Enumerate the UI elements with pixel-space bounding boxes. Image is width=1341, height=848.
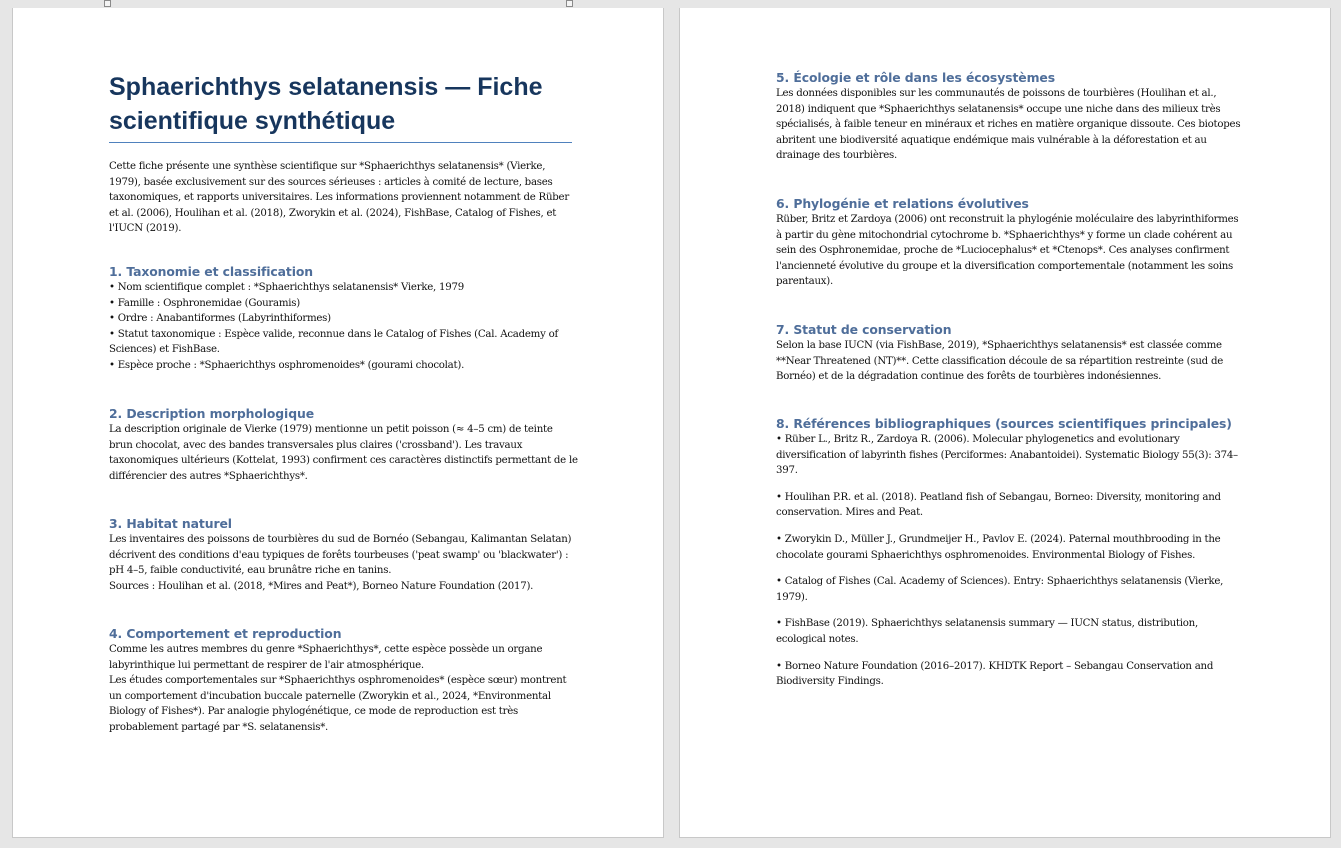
section-paragraph: Les inventaires des poissons de tourbières du sud de Bornéo (Sebangau, Kalimantan Selatan) décrivent des conditions d'eau typiques de forêts tourbeuses ('peat swamp' ou 'blackwater') : pH 4–5, faible conductivité, eau brunâtre riche en tanins.	[109, 534, 572, 577]
section-morphology	[109, 406, 579, 484]
list-item: • Famille : Osphronemidae (Gouramis)	[109, 297, 300, 309]
document-title: Sphaerichthys selatanensis — Fiche scientifique synthétique	[109, 70, 572, 143]
section-taxonomy	[109, 264, 579, 374]
ruler-margin-marker[interactable]	[104, 0, 111, 7]
section-habitat	[109, 516, 579, 594]
section-ecology	[776, 70, 1246, 164]
section-paragraph: Sources : Houlihan et al. (2018, *Mires and Peat*), Borneo Nature Foundation (2017).	[109, 580, 534, 592]
document-page-1[interactable]	[12, 8, 664, 838]
section-heading: 8. Références bibliographiques (sources scientifiques principales)	[776, 416, 1232, 431]
title-block	[109, 70, 579, 237]
document-page-2[interactable]	[679, 8, 1331, 838]
section-heading: 1. Taxonomie et classification	[109, 264, 314, 279]
section-heading: 4. Comportement et reproduction	[109, 626, 342, 641]
section-conservation	[776, 322, 1246, 385]
section-heading: 6. Phylogénie et relations évolutives	[776, 196, 1029, 211]
reference-item: • Rüber L., Britz R., Zardoya R. (2006). Molecular phylogenetics and evolutionary diversification of labyrinth fishes (Perciformes: Anabantoidei). Systematic Biology 55(3): 374–397.	[776, 434, 1238, 477]
reference-item: • Houlihan P.R. et al. (2018). Peatland fish of Sebangau, Borneo: Diversity, monitoring and conservation. Mires and Peat.	[776, 491, 1221, 519]
reference-item: • Catalog of Fishes (Cal. Academy of Sciences). Entry: Sphaerichthys selatanensis (Vierke, 1979).	[776, 576, 1224, 603]
section-heading: 5. Écologie et rôle dans les écosystèmes	[776, 70, 1055, 85]
section-paragraph: Les données disponibles sur les communautés de poissons de tourbières (Houlihan et al., 2018) indiquent que *Sphaerichthys selatanensis* occupe une niche dans des milieux très spécialisés, à faible teneur en minéraux et riches en matière organique dissoute. Ces biotopes abritent une biodiversité aquatique endémique mais vulnérable à la déforestation et au drainage des tourbières.	[776, 88, 1241, 162]
intro-paragraph: Cette fiche présente une synthèse scientifique sur *Sphaerichthys selatanensis* (Vierke, 1979), basée exclusivement sur des sources sérieuses : articles à comité de lecture, bases taxonomiques, et rapports universitaires. Les informations proviennent notamment de Rüber et al. (2006), Houlihan et al. (2018), Zworykin et al. (2024), FishBase, Catalog of Fishes, et l'IUCN (2019).	[109, 161, 569, 235]
reference-item: • Zworykin D., Müller J., Grundmeijer H., Pavlov E. (2024). Paternal mouthbrooding in the chocolate gourami Sphaerichthys osphromenoides. Environmental Biology of Fishes.	[776, 533, 1221, 561]
list-item: • Nom scientifique complet : *Sphaerichthys selatanensis* Vierke, 1979	[109, 282, 464, 293]
list-item: • Espèce proche : *Sphaerichthys osphromenoides* (gourami chocolat).	[109, 359, 465, 371]
section-paragraph: Comme les autres membres du genre *Sphaerichthys*, cette espèce possède un organe labyrinthique lui permettant de respirer de l'air atmosphérique.	[109, 644, 543, 671]
reference-item: • Borneo Nature Foundation (2016–2017). KHDTK Report – Sebangau Conservation and Biodiversity Findings.	[776, 660, 1214, 688]
reference-item: • FishBase (2019). Sphaerichthys selatanensis summary — IUCN status, distribution, ecological notes.	[776, 618, 1198, 645]
section-behaviour	[109, 626, 579, 736]
section-paragraph: Selon la base IUCN (via FishBase, 2019), *Sphaerichthys selatanensis* est classée comme **Near Threatened (NT)**. Cette classification découle de sa répartition restreinte (sud de Bornéo) et de la dégradation continue des forêts de tourbières indonésiennes.	[776, 340, 1223, 383]
list-item: • Ordre : Anabantiformes (Labyrinthiformes)	[109, 313, 331, 325]
section-heading: 7. Statut de conservation	[776, 322, 952, 337]
section-paragraph: Les études comportementales sur *Sphaerichthys osphromenoides* (espèce sœur) montrent un comportement d'incubation buccale paternelle (Zworykin et al., 2024, *Environmental Biology of Fishes*). Par analogie phylogénétique, ce mode de reproduction est très probablement partagé par *S. selatanensis*.	[109, 675, 567, 733]
list-item: • Statut taxonomique : Espèce valide, reconnue dans le Catalog of Fishes (Cal. Academy of Sciences) et FishBase.	[109, 328, 558, 356]
section-heading: 2. Description morphologique	[109, 406, 315, 421]
section-heading: 3. Habitat naturel	[109, 516, 232, 531]
ruler-margin-marker[interactable]	[566, 0, 573, 7]
section-phylogeny	[776, 196, 1246, 290]
section-references	[776, 416, 1246, 701]
section-paragraph: Rüber, Britz et Zardoya (2006) ont reconstruit la phylogénie moléculaire des labyrinthiformes à partir du gène mitochondrial cytochrome b. *Sphaerichthys* y forme un clade cohérent au sein des Osphronemidae, proche de *Luciocephalus* et *Ctenops*. Ces analyses confirment l'ancienneté évolutive du groupe et la diversification comportementale (notamment les soins parentaux).	[776, 214, 1239, 288]
section-paragraph: La description originale de Vierke (1979) mentionne un petit poisson (≈ 4–5 cm) de teinte brun chocolat, avec des bandes transversales plus claires ('crossband'). Les travaux taxonomiques ultérieurs (Kottelat, 1993) confirment ces caractères distinctifs permettant de le différencier des autres *Sphaerichthys*.	[109, 424, 578, 482]
